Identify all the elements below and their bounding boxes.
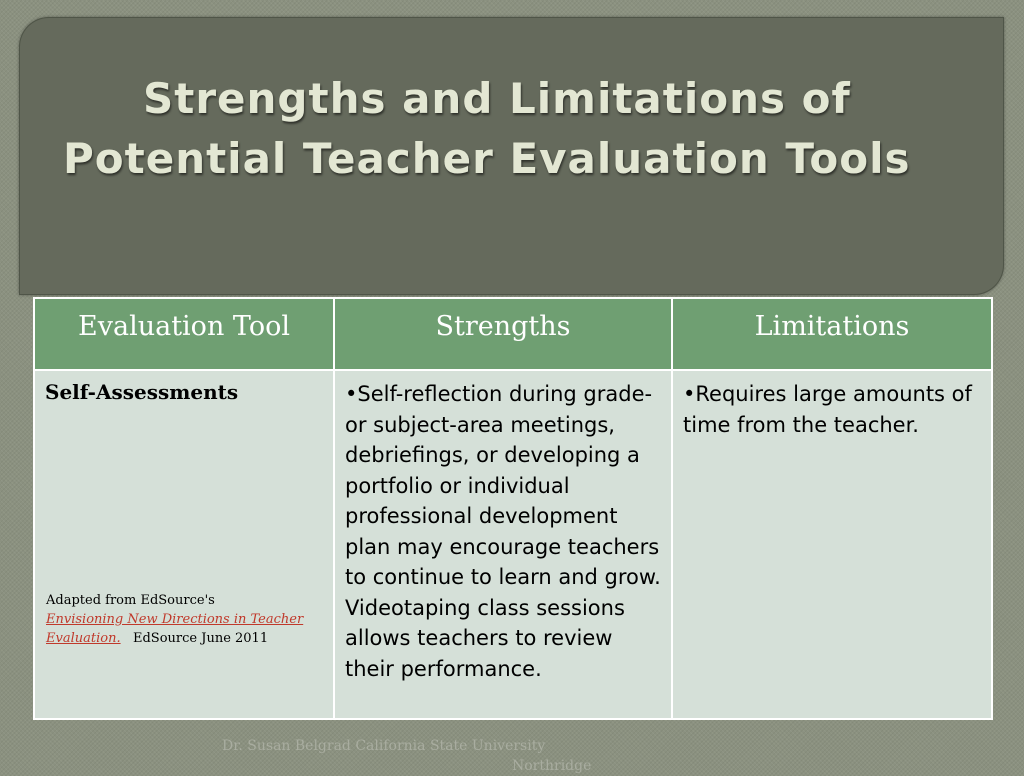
- tool-cell: [34, 370, 334, 719]
- footer: [222, 736, 622, 776]
- header-limitations: Limitations: [672, 298, 992, 370]
- footer-line-1: Dr. Susan Belgrad California State University: [222, 738, 546, 754]
- slide-title-line-2: Potential Teacher Evaluation Tools: [63, 134, 911, 183]
- strengths-cell: •Self-reflection during grade- or subject-area meetings, debriefings, or developing a portfolio or individual professional development plan may encourage teachers to continue to learn and grow. Videotaping class sessions allows teachers to review their performance.: [334, 370, 672, 719]
- header-strengths: Strengths: [334, 298, 672, 370]
- source-suffix: EdSource June 2011: [133, 631, 269, 646]
- source-link[interactable]: Envisioning New Directions in Teacher Evaluation.: [46, 612, 304, 646]
- source-note: [46, 591, 326, 648]
- source-prefix: Adapted from EdSource's: [46, 593, 215, 608]
- header-evaluation-tool: Evaluation Tool: [34, 298, 334, 370]
- tool-name: Self-Assessments: [45, 380, 239, 404]
- table-row: [34, 370, 992, 719]
- evaluation-tools-table: [33, 297, 993, 720]
- slide-title: [19, 69, 1004, 189]
- slide-title-line-1: Strengths and Limitations of: [143, 74, 851, 123]
- footer-line-2: Northridge: [512, 758, 592, 774]
- title-panel: [19, 17, 1004, 295]
- limitations-cell: •Requires large amounts of time from the teacher.: [672, 370, 992, 719]
- table-header-row: [34, 298, 992, 370]
